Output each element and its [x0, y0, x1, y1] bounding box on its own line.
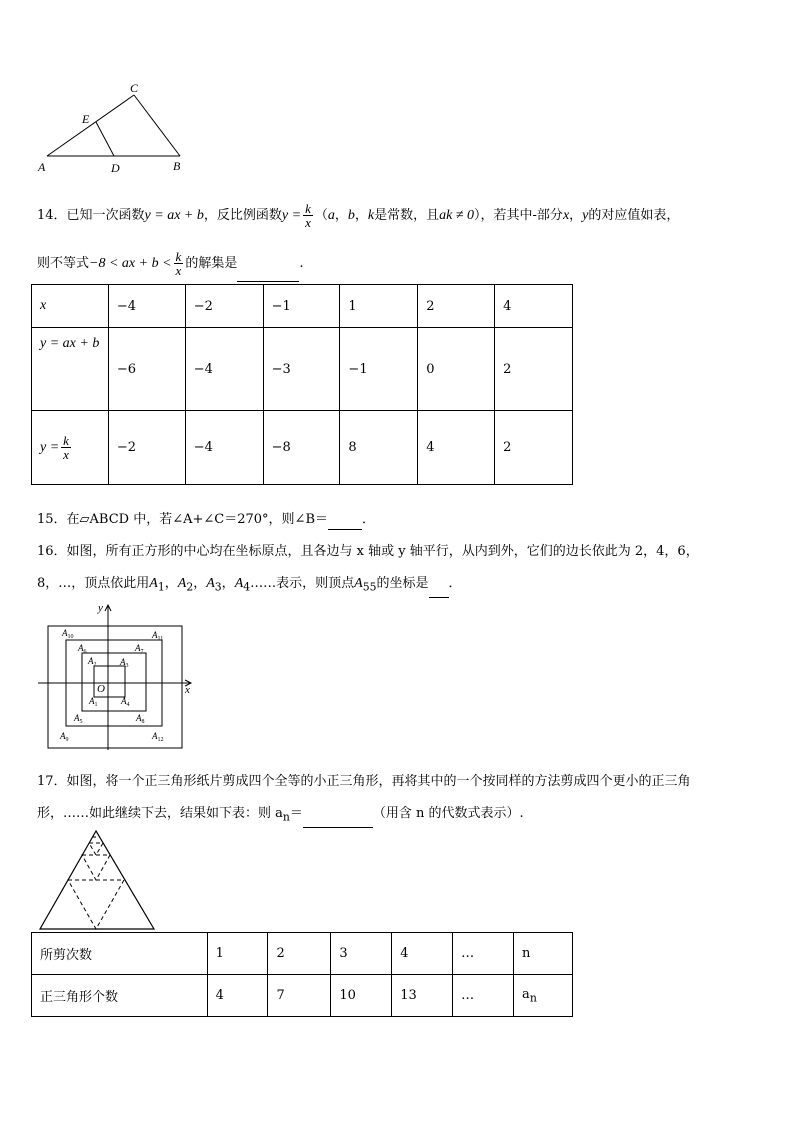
q14-line2: 则不等式−8 < ax + b < $\frac{k}{x}$ 的解集是 .: [37, 246, 303, 282]
svg-text:A3: $A_3$: [120, 657, 129, 669]
q16-line2: 8，…，顶点依此用$A_1$，$A_2$，$A_3$，$A_4\dots\dots$表示，则顶点$A_{55}$的坐标是 ．: [37, 574, 462, 598]
fraction-k-over-x: $\frac{k}{x}$: [63, 433, 69, 462]
label-a: A: [38, 160, 46, 174]
svg-text:A11: $A_{11}$: [152, 630, 164, 642]
svg-text:A7: $A_7$: [135, 643, 144, 655]
origin-label: O: [97, 683, 105, 695]
svg-text:A2: $A_2$: [88, 656, 97, 668]
table-row: y = ax + b −6 −4 −3 −1 0 2: [32, 328, 573, 411]
table-row: y = $\frac{k}{x}$ −2 −4 −8 8 4 2: [32, 411, 573, 485]
nested-triangles-figure: [36, 828, 158, 932]
table-row: x −4 −2 −1 1 2 4: [32, 285, 573, 328]
svg-text:A6: $A_6$: [78, 643, 87, 655]
svg-text:A4: $A_4$: [121, 696, 130, 708]
svg-text:A5: $A_5$: [74, 713, 83, 725]
label-c: C: [130, 81, 139, 95]
svg-text:A1: $A_1$: [89, 696, 98, 708]
label-b: B: [173, 159, 181, 173]
answer-blank[interactable]: [303, 813, 373, 828]
q14-line1: 14．已知一次函数y = ax + b，反比例函数y = $\frac{k}{x}$ （a，b，k是常数，且ak ≠ 0），若其中-部分x，y的对应值如表，: [37, 201, 680, 230]
label-e: E: [82, 112, 90, 126]
q17-line2: 形，……如此继续下去，结果如下表：则 $a_n=$ （用含 n 的代数式表示）.: [37, 804, 524, 828]
axis-label-y: y: [98, 602, 103, 614]
answer-blank[interactable]: [237, 267, 299, 282]
answer-blank[interactable]: [429, 583, 449, 598]
label-d: D: [111, 161, 120, 175]
fraction-k-over-x: $\frac{k}{x}$: [175, 249, 182, 278]
q15-text: 15．在▱ABCD 中，若∠A+∠C＝270°，则∠B＝ ．: [37, 510, 375, 530]
triangle-figure: [30, 78, 200, 178]
fraction-k-over-x: $\frac{k}{x}$: [305, 201, 311, 230]
q17-line1: 17．如图，将一个正三角形纸片剪成四个全等的小正三角形，再将其中的一个按同样的方法剪成四个更小的正三角: [37, 774, 691, 789]
svg-text:A9: $A_9$: [60, 731, 69, 743]
svg-text:A10: $A_{10}$: [62, 628, 74, 640]
table-row: 正三角形个数 4 7 10 13 … $a_n$: [32, 975, 573, 1017]
svg-text:A8: $A_8$: [136, 713, 145, 725]
answer-blank[interactable]: [328, 515, 362, 530]
q16-line1: 16．如图，所有正方形的中心均在坐标原点，且各边与 x 轴或 y 轴平行，从内到外，它们的边长依此为 2，4，6，: [37, 544, 699, 559]
svg-text:A12: $A_{12}$: [152, 731, 164, 743]
q14-value-table: [31, 284, 573, 485]
table-row: 所剪次数 1 2 3 4 … n: [32, 933, 573, 975]
axis-label-x: x: [185, 684, 190, 696]
concentric-squares-figure: [34, 600, 199, 752]
q17-count-table: [31, 932, 573, 1017]
